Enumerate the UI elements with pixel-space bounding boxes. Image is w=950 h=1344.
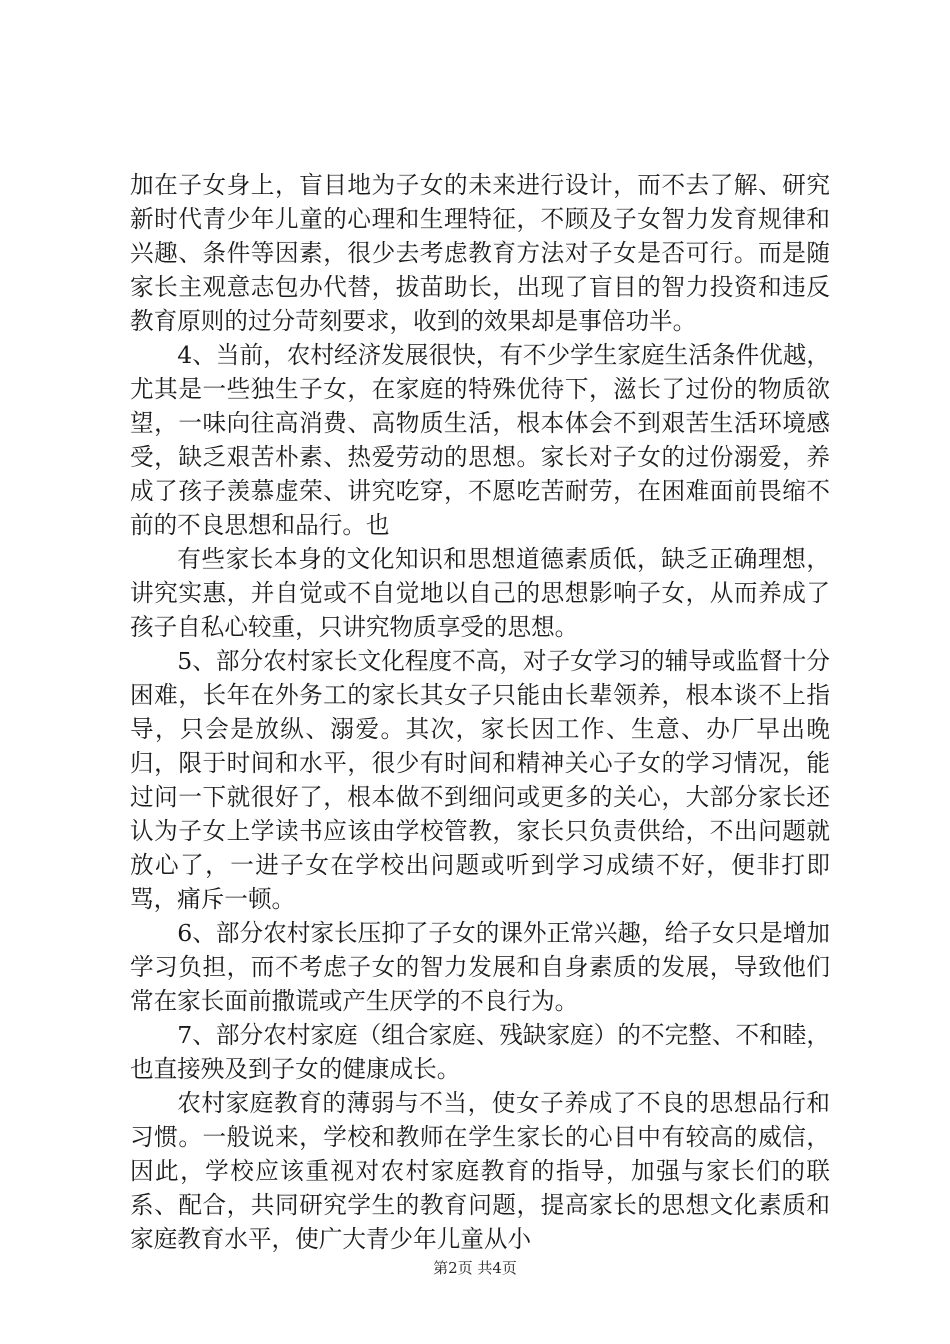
page-footer [0, 1258, 950, 1278]
document-body [130, 168, 830, 1256]
paragraph-conclusion: 农村家庭教育的薄弱与不当，使女子养成了不良的思想品行和习惯。一般说来，学校和教师在学生家长的心目中有较高的威信，因此，学校应该重视对农村家庭教育的指导，加强与家长们的联系、配合，共同研究学生的教育问题，提高家长的思想文化素质和家庭教育水平，使广大青少年儿童从小 [130, 1089, 830, 1253]
paragraph-item-5: 5、部分农村家长文化程度不高，对子女学习的辅导或监督十分困难，长年在外务工的家长其女子只能由长辈领养，根本谈不上指导，只会是放纵、溺爱。其次，家长因工作、生意、办厂早出晚归，限于时间和水平，很少有时间和精神关心子女的学习情况，能过问一下就很好了，根本做不到细问或更多的关心，大部分家长还认为子女上学读书应该由学校管教，家长只负责供给，不出问题就放心了，一进子女在学校出问题或听到学习成绩不好，便非打即骂，痛斥一顿。 [130, 647, 830, 913]
paragraph-item-7: 7、部分农村家庭（组合家庭、残缺家庭）的不完整、不和睦，也直接殃及到子女的健康成长。 [130, 1021, 830, 1083]
paragraph-continuation: 加在子女身上，盲目地为子女的未来进行设计，而不去了解、研究新时代青少年儿童的心理和生理特征，不顾及子女智力发育规律和兴趣、条件等因素，很少去考虑教育方法对子女是否可行。而是随家长主观意志包办代替，拔苗助长，出现了盲目的智力投资和违反教育原则的过分苛刻要求，收到的效果却是事倍功半。 [130, 171, 830, 335]
paragraph-item-4: 4、当前，农村经济发展很快，有不少学生家庭生活条件优越，尤其是一些独生子女，在家庭的特殊优待下，滋长了过份的物质欲望，一味向往高消费、高物质生活，根本体会不到艰苦生活环境感受，缺乏艰苦朴素、热爱劳动的思想。家长对子女的过份溺爱，养成了孩子羡慕虚荣、讲究吃穿，不愿吃苦耐劳，在困难面前畏缩不前的不良思想和品行。也 [130, 341, 830, 539]
paragraph-item-6: 6、部分农村家长压抑了子女的课外正常兴趣，给子女只是增加学习负担，而不考虑子女的智力发展和自身素质的发展，导致他们常在家长面前撒谎或产生厌学的不良行为。 [130, 919, 830, 1015]
paragraph-parent-quality: 有些家长本身的文化知识和思想道德素质低，缺乏正确理想，讲究实惠，并自觉或不自觉地以自己的思想影响子女，从而养成了孩子自私心较重，只讲究物质享受的思想。 [130, 545, 830, 641]
page-number-label: 第2页 共4页 [433, 1259, 517, 1277]
